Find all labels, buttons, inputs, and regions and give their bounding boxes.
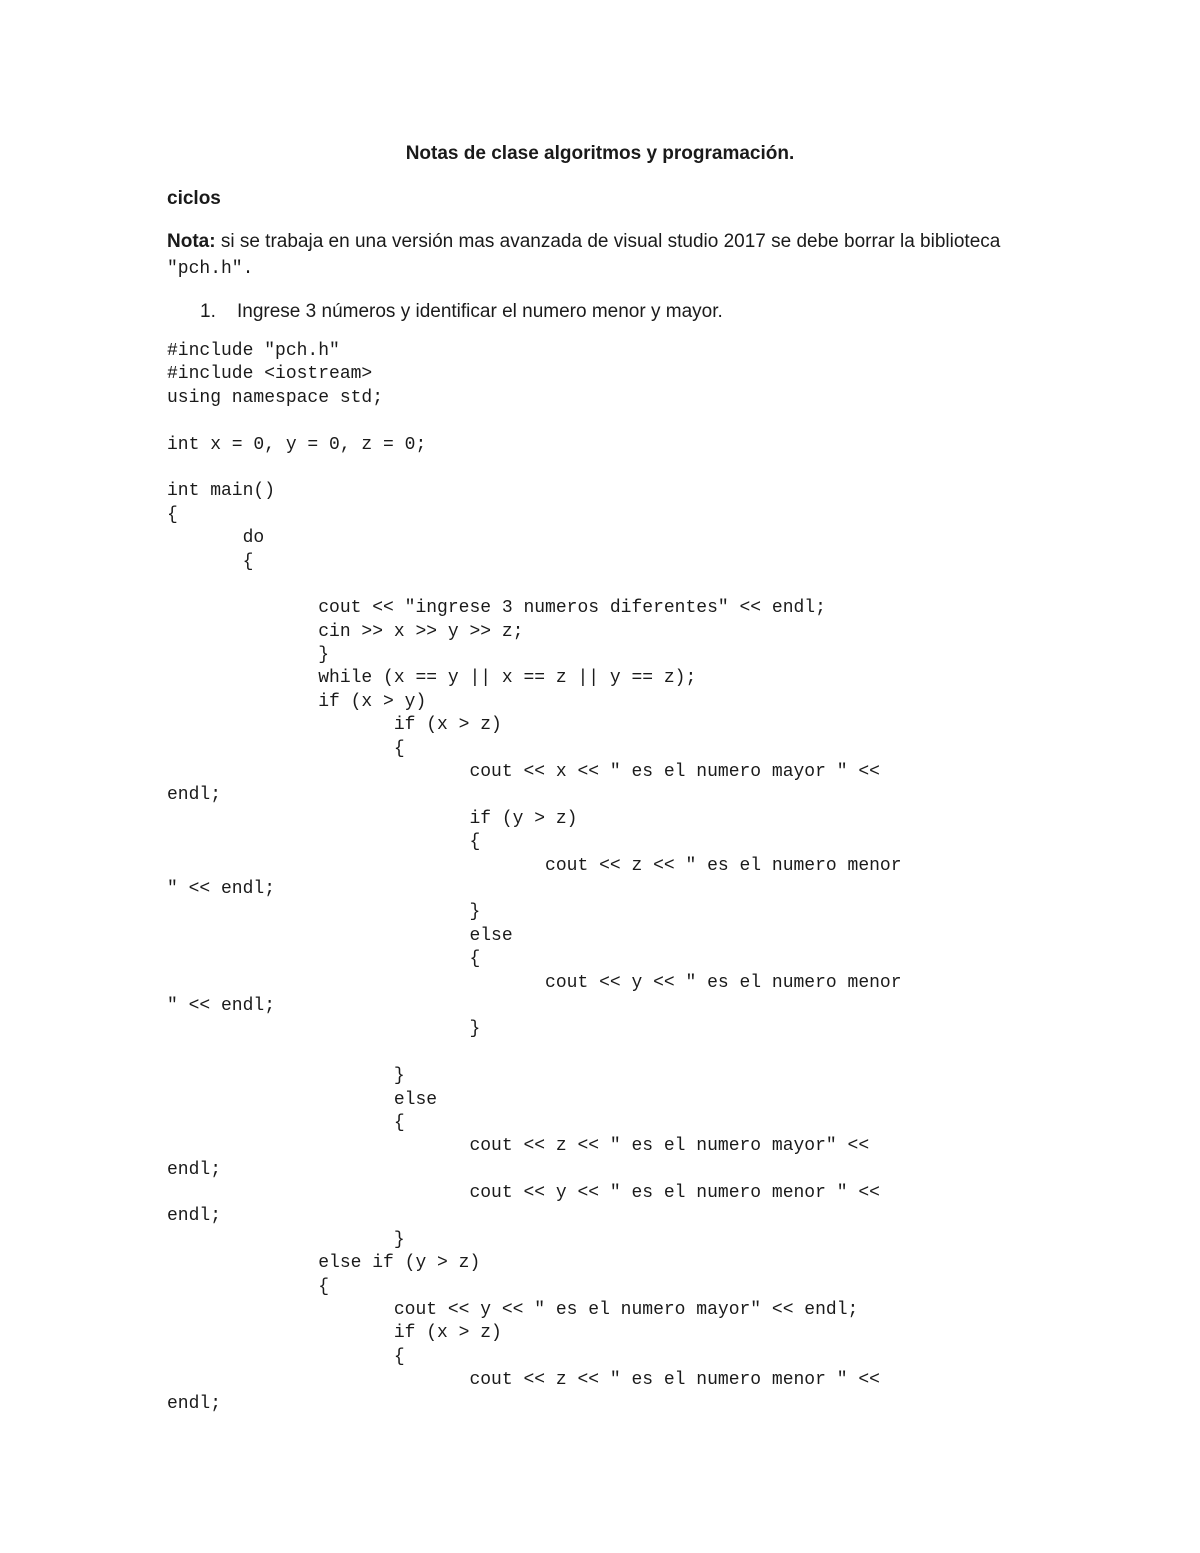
code-line: #include "pch.h": [167, 341, 340, 361]
code-line: {: [167, 832, 481, 853]
code-line: {: [167, 504, 178, 525]
code-line: }: [167, 1229, 405, 1250]
code-line: }: [167, 1019, 481, 1040]
list-item-text: Ingrese 3 números y identificar el numero menor y mayor.: [237, 301, 723, 322]
document-title: Notas de clase algoritmos y programación.: [405, 143, 795, 164]
code-line: while (x == y || x == z || y == z);: [167, 668, 697, 689]
code-line: cout << z << " es el numero menor: [167, 855, 902, 876]
code-line: {: [167, 1276, 330, 1297]
code-block: [167, 340, 902, 1416]
code-line: " << endl;: [167, 995, 276, 1016]
code-line: int x = 0, y = 0, z = 0;: [167, 434, 427, 455]
code-line: endl;: [167, 1393, 222, 1414]
code-line: cout << y << " es el numero menor " <<: [167, 1183, 880, 1204]
code-line: cout << x << " es el numero mayor " <<: [167, 762, 880, 783]
code-line: {: [167, 1346, 405, 1367]
code-line: }: [167, 902, 481, 923]
code-line: #include <iostream>: [167, 364, 373, 385]
code-line: [167, 1042, 902, 1065]
code-line: if (x > z): [167, 1323, 502, 1344]
code-line: {: [167, 738, 405, 759]
code-line: else: [167, 925, 513, 946]
code-line: endl;: [167, 1206, 222, 1227]
code-line: if (y > z): [167, 808, 578, 829]
code-line: cout << z << " es el numero mayor" <<: [167, 1136, 870, 1157]
code-line: [167, 457, 902, 480]
note-code-ref: "pch.h".: [167, 259, 254, 279]
code-line: else: [167, 1089, 438, 1110]
code-line: " << endl;: [167, 878, 276, 899]
code-line: cout << "ingrese 3 numeros diferentes" << endl;: [167, 598, 826, 619]
code-line: cout << z << " es el numero menor " <<: [167, 1370, 880, 1391]
code-line: }: [167, 1066, 405, 1087]
code-line: cout << y << " es el numero mayor" << endl;: [167, 1300, 859, 1321]
list-item: [200, 299, 723, 325]
code-line: if (x > z): [167, 715, 502, 736]
code-line: endl;: [167, 785, 222, 806]
code-line: endl;: [167, 1159, 222, 1180]
code-line: {: [167, 1112, 405, 1133]
note-paragraph: [167, 229, 1047, 282]
code-line: }: [167, 645, 330, 666]
code-line: {: [167, 949, 481, 970]
code-line: [167, 574, 902, 597]
code-line: int main(): [167, 481, 276, 502]
list-item-number: 1.: [200, 301, 216, 322]
code-line: do: [167, 528, 265, 549]
code-line: {: [167, 551, 254, 572]
code-line: using namespace std;: [167, 387, 384, 408]
code-line: [167, 410, 902, 433]
note-text: si se trabaja en una versión mas avanzada de visual studio 2017 se debe borrar la biblioteca: [215, 231, 1001, 252]
code-line: cout << y << " es el numero menor: [167, 972, 902, 993]
code-line: cin >> x >> y >> z;: [167, 621, 524, 642]
code-line: else if (y > z): [167, 1253, 481, 1274]
section-heading: ciclos: [167, 188, 221, 209]
note-label: Nota:: [167, 231, 216, 252]
code-line: if (x > y): [167, 691, 427, 712]
